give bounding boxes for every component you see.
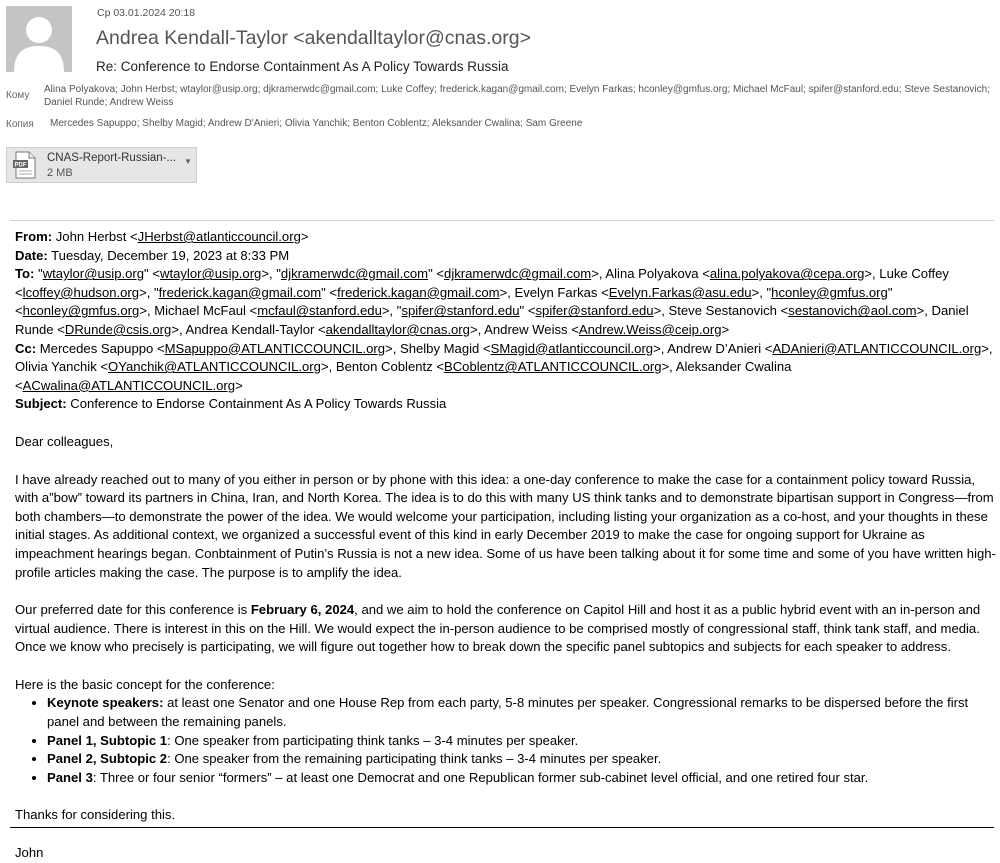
email-link[interactable]: OYanchik@ATLANTICCOUNCIL.org [108,359,321,375]
email-link[interactable]: mcfaul@stanford.edu [257,303,382,319]
closing: Thanks for considering this. [15,807,176,823]
sender-name[interactable]: Andrea Kendall-Taylor <akendalltaylor@cnas.org> [96,27,531,49]
list-item: • Panel 3: Three or four senior “formers” – at least one Democrat and one Republican former sub-cabinet level official, and one retired four star. [47,769,1000,788]
chevron-down-icon[interactable]: ▼ [184,157,192,166]
quoted-subject-line: Subject: Conference to Endorse Containment As A Policy Towards Russia [15,396,447,412]
list-item: • Panel 2, Subtopic 2: One speaker from the remaining participating think tanks – 3-4 minutes per speaker. [47,750,1000,769]
message-subject: Re: Conference to Endorse Containment As A Policy Towards Russia [96,59,509,74]
signature: John [15,845,44,861]
email-link[interactable]: BCoblentz@ATLANTICCOUNCIL.org [443,359,662,375]
email-link[interactable]: hconley@gmfus.org [771,284,888,300]
email-link[interactable]: spifer@stanford.edu [535,303,654,319]
to-recipients[interactable]: Alina Polyakova; John Herbst; wtaylor@usip.org; djkramerwdc@gmail.com; Luke Coffey; frederick.kagan@gmail.com; Evelyn Farkas; hconley@gmfus.org; Michael McFaul; spifer@stanford.edu; Steve Sestanovich; Daniel Runde; Andrew Weiss [44,84,990,108]
pdf-file-icon [11,151,39,179]
email-link[interactable]: hconley@gmfus.org [22,303,140,319]
quoted-cc-recipients: Mercedes Sapuppo <MSapuppo@ATLANTICCOUNCIL.org>, Shelby Magid <SMagid@atlanticcouncil.org>, Andrew D’Anieri <ADAnieri@ATLANTICCOUNCIL.org>, Olivia Yanchik <OYanchik@ATLANTICCOUNCIL.org>, Benton Coblentz <BCoblentz@ATLANTICCOUNCIL.org>, Aleksander Cwalina <ACwalina@ATLANTICCOUNCIL.org> [15,340,993,393]
signature-divider [10,827,994,828]
email-link[interactable]: spifer@stanford.edu [401,303,520,319]
attachment-name: CNAS-Report-Russian-... [47,152,177,164]
attachment-chip[interactable] [6,147,197,183]
email-link[interactable]: sestanovich@aol.com [788,303,917,319]
email-link[interactable]: djkramerwdc@gmail.com [280,266,429,282]
email-link[interactable]: frederick.kagan@gmail.com [337,284,500,300]
quoted-from-line: From: John Herbst <JHerbst@atlanticcouncil.org> [15,229,309,244]
email-link[interactable]: wtaylor@usip.org [42,266,145,282]
person-silhouette-icon [6,6,72,72]
quoted-date-line: Date: Tuesday, December 19, 2023 at 8:33 PM [15,247,290,263]
cc-label: Копия [6,119,34,130]
email-link[interactable]: SMagid@atlanticcouncil.org [490,340,654,356]
list-item: • Keynote speakers: at least one Senator and one House Rep from each party, 5-8 minutes per speaker. Congressional remarks to be dispersed before the first panel and between the remaining panels. [47,694,1000,731]
email-link[interactable]: akendalltaylor@cnas.org [325,321,470,337]
sender-avatar[interactable] [6,6,72,72]
to-label: Кому [6,90,30,101]
email-link[interactable]: JHerbst@atlanticcouncil.org [137,229,301,244]
quoted-cc-line: Cc: Mercedes Sapuppo <MSapuppo@ATLANTICCOUNCIL.org>, Shelby Magid <SMagid@atlanticcouncil.org>, Andrew D’Anieri <ADAnieri@ATLANTICCOUNCIL.org>, Olivia Yanchik <OYanchik@ATLANTICCOUNCIL.org>, Benton Coblentz <BCoblentz@ATLANTICCOUNCIL.org>, Aleksander Cwalina <ACwalina@ATLANTICCOUNCIL.org> [15,340,993,393]
email-link[interactable]: alina.polyakova@cepa.org [709,266,865,282]
email-link[interactable]: Andrew.Weiss@ceip.org [578,321,722,337]
message-body [15,228,1000,863]
email-link[interactable]: ADAnieri@ATLANTICCOUNCIL.org [772,340,982,356]
greeting: Dear colleagues, [15,433,114,449]
email-link[interactable]: frederick.kagan@gmail.com [158,284,322,300]
paragraph-intro: I have already reached out to many of you either in person or by phone with this idea: a one-day conference to make the case for a containment policy toward Russia, with a”bow” toward its partners in China, Iran, and North Korea. The idea is to do this with many US think tanks and to demonstrate bipartisan support in Congress—from both chambers—to demonstrate the power of the idea. We would welcome your participation, including listing your organization as a co-host, and your thoughts in these initial stages. As additional context, we organized a successful event of this kind in early December 2019 to make the case for ongoing support for Ukraine as impeachment hearings began. Conbtainment of Putin’s Russia is not a new idea. Some of us have been talking about it for some time and some of you have written high-profile articles making the case. The purpose is to amplify the idea. [15,471,996,580]
email-link[interactable]: MSapuppo@ATLANTICCOUNCIL.org [164,340,386,356]
email-link[interactable]: DRunde@csis.org [64,321,172,337]
email-link[interactable]: djkramerwdc@gmail.com [444,266,592,282]
concept-list [15,694,1000,787]
concept-intro: Here is the basic concept for the conference: [15,676,275,692]
quoted-to-recipients: "wtaylor@usip.org" <wtaylor@usip.org>, "djkramerwdc@gmail.com" <djkramerwdc@gmail.com>, Alina Polyakova <alina.polyakova@cepa.org>, Luke Coffey <lcoffey@hudson.org>, "frederick.kagan@gmail.com" <frederick.kagan@gmail.com>, Evelyn Farkas <Evelyn.Farkas@asu.edu>, "hconley@gmfus.org" <hconley@gmfus.org>, Michael McFaul <mcfaul@stanford.edu>, "spifer@stanford.edu" <spifer@stanford.edu>, Steve Sestanovich <sestanovich@aol.com>, Daniel Runde <DRunde@csis.org>, Andrea Kendall-Taylor <akendalltaylor@cnas.org>, Andrew Weiss <Andrew.Weiss@ceip.org> [15,266,969,337]
email-link[interactable]: wtaylor@usip.org [159,266,262,282]
paragraph-date: Our preferred date for this conference is February 6, 2024, and we aim to hold the conference on Capitol Hill and host it as a public hybrid event with an in-person and virtual audience. There is interest in this on the Hill. We would expect the in-person audience to be comprised mostly of congressional staff, think tank staff, and media. Once we know who precisely is participating, we will figure out together how to break down the specific panel subtopics and subjects for each speaker to address. [15,602,981,655]
svg-text:PDF: PDF [14,162,27,169]
list-item: • Panel 1, Subtopic 1: One speaker from participating think tanks – 3-4 minutes per speaker. [47,732,1000,751]
cc-recipients[interactable]: Mercedes Sapuppo; Shelby Magid; Andrew D'Anieri; Olivia Yanchik; Benton Coblentz; Aleksander Cwalina; Sam Greene [50,118,583,129]
attachment-size: 2 MB [47,167,73,179]
email-link[interactable]: Evelyn.Farkas@asu.edu [608,284,752,300]
message-header [0,0,1000,190]
message-timestamp: Ср 03.01.2024 20:18 [97,7,196,19]
quoted-to-line: To: "wtaylor@usip.org" <wtaylor@usip.org>, "djkramerwdc@gmail.com" <djkramerwdc@gmail.com>, Alina Polyakova <alina.polyakova@cepa.org>, Luke Coffey <lcoffey@hudson.org>, "frederick.kagan@gmail.com" <frederick.kagan@gmail.com>, Evelyn Farkas <Evelyn.Farkas@asu.edu>, "hconley@gmfus.org" <hconley@gmfus.org>, Michael McFaul <mcfaul@stanford.edu>, "spifer@stanford.edu" <spifer@stanford.edu>, Steve Sestanovich <sestanovich@aol.com>, Daniel Runde <DRunde@csis.org>, Andrea Kendall-Taylor <akendalltaylor@cnas.org>, Andrew Weiss <Andrew.Weiss@ceip.org> [15,266,969,337]
header-divider [10,220,994,221]
email-link[interactable]: ACwalina@ATLANTICCOUNCIL.org [22,377,236,393]
email-link[interactable]: lcoffey@hudson.org [22,284,140,300]
